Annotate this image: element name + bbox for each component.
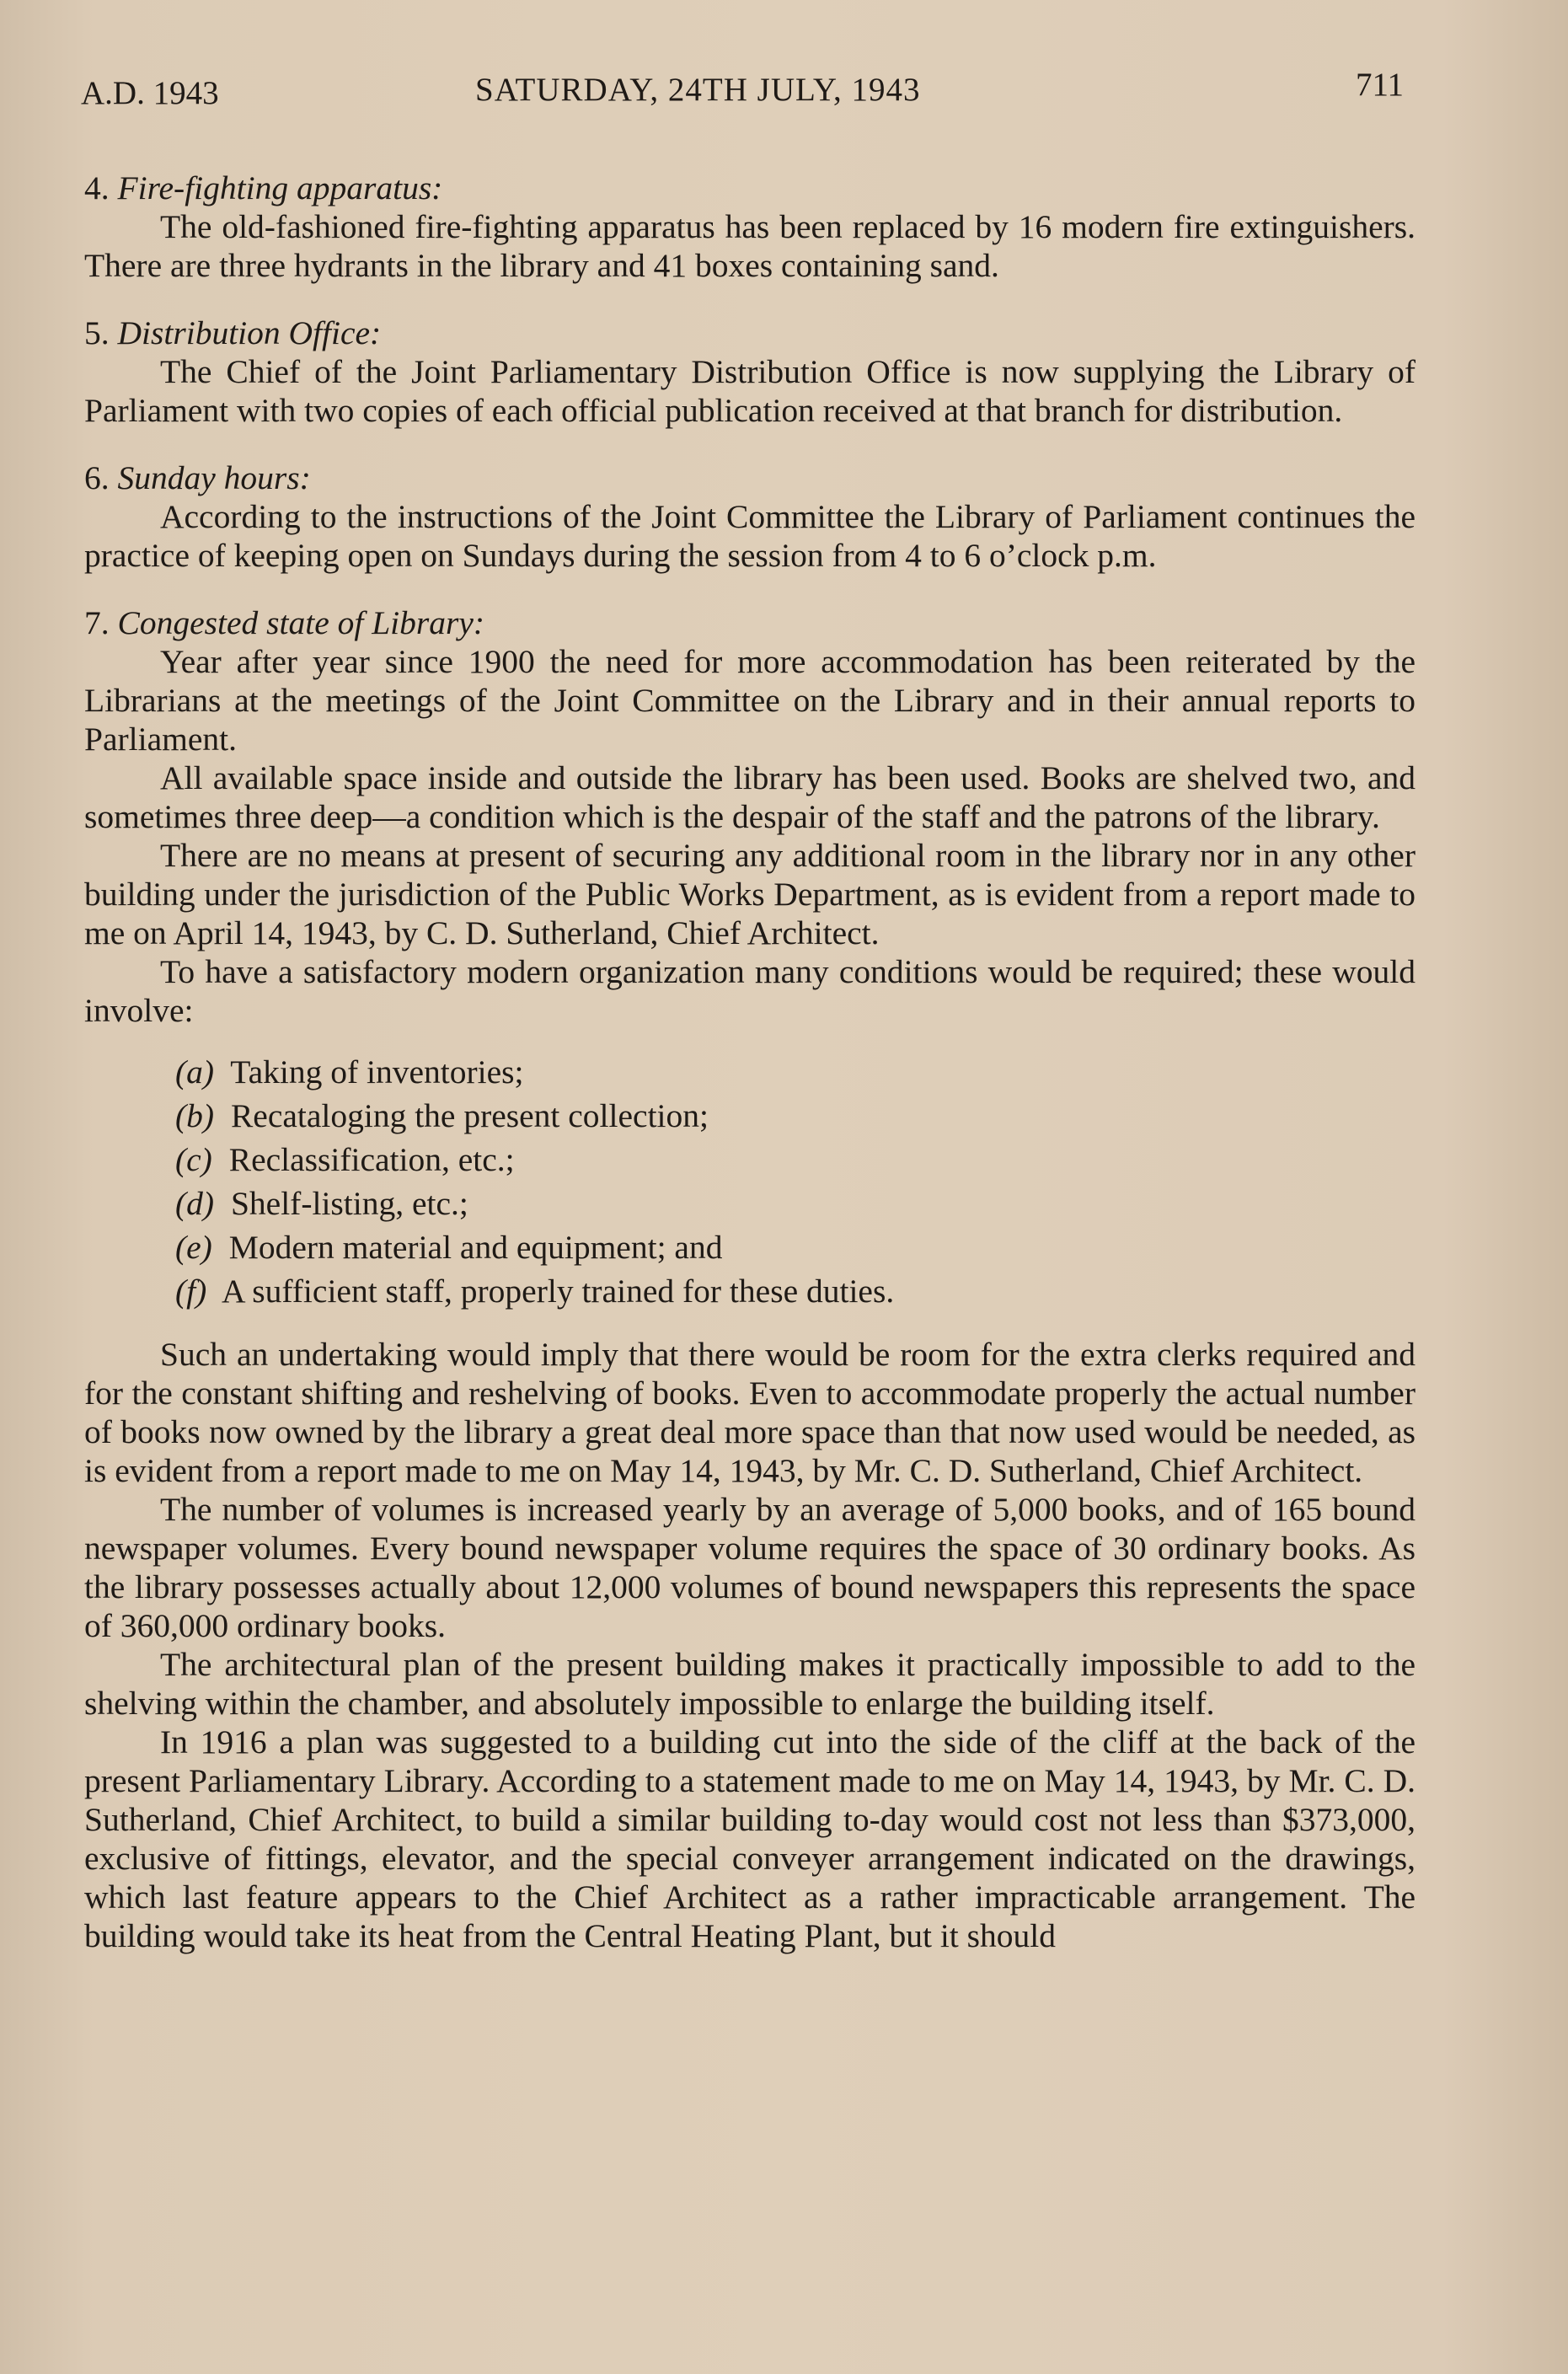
paragraph: Such an undertaking would imply that there would be room for the extra clerks required and for the constant shifting and reshelving of books. Even to accommodate properly the actual number of books now owned by the library a great deal more space than that now used would be needed, as is evident from a report made to me on May 14, 1943, by Mr. C. D. Sutherland, Chief Architect. [84,1336,1415,1489]
list-marker: (d) [175,1185,215,1222]
section-title: Congested state of Library: [117,604,485,641]
section-title: Sunday hours: [117,459,311,496]
header-year: A.D. 1943 [81,75,219,111]
list-text: Shelf-listing, etc.; [230,1185,468,1222]
list-item [175,1094,1415,1138]
list-text: Reclassification, etc.; [228,1141,515,1178]
requirements-list [175,1050,1415,1313]
section-title: Distribution Office: [117,314,382,351]
paragraph: The number of volumes is increased yearly by an average of 5,000 books, and of 165 bound newspaper volumes. Every bound newspaper volume requires the space of 30 ordinary books. As the library possesses actually about 12,000 volumes of bound newspapers this represents the space of 360,000 ordinary books. [84,1491,1415,1644]
list-marker: (a) [175,1053,215,1091]
list-item [175,1050,1415,1094]
list-item [175,1138,1415,1182]
paragraph: The architectural plan of the present building makes it practically impossible to add to the shelving within the chamber, and absolutely impossible to enlarge the building itself. [84,1646,1415,1722]
section-number: 4. [84,169,110,206]
paragraph: To have a satisfactory modern organization many conditions would be required; these would involve: [84,953,1415,1029]
list-marker: (b) [175,1097,215,1134]
list-item [175,1182,1415,1225]
section-number: 6. [84,459,110,496]
list-text: Recataloging the present collection; [230,1097,709,1134]
section-distribution-office [84,313,1415,430]
section-number: 7. [84,604,110,641]
page-body [84,169,1415,1984]
paragraph: According to the instructions of the Joint Committee the Library of Parliament continues the practice of keeping open on Sundays during the session from 4 to 6 o’clock p.m. [84,498,1415,574]
list-item [175,1269,1415,1313]
list-marker: (e) [175,1229,212,1266]
list-text: A sufficient staff, properly trained for these duties. [222,1273,895,1310]
header-date: SATURDAY, 24TH JULY, 1943 [475,72,921,108]
section-congested-state [84,603,1415,1955]
section-heading [84,169,1415,207]
section-heading [84,603,1415,642]
paragraph: In 1916 a plan was suggested to a building cut into the side of the cliff at the back of the present Parliamentary Library. According to a statement made to me on May 14, 1943, by Mr. C. D. Sutherland, Chief Architect, to build a similar building to-day would cost not less than $373,000, exclusive of fittings, elevator, and the special conveyer arrangement indicated on the drawings, which last feature appears to the Chief Architect as a rather impracticable arrangement. The building would take its heat from the Central Heating Plant, but it should [84,1723,1415,1954]
paragraph: There are no means at present of securing any additional room in the library nor in any other building under the jurisdiction of the Public Works Department, as is evident from a report made to me on April 14, 1943, by C. D. Sutherland, Chief Architect. [84,837,1415,951]
section-heading [84,458,1415,497]
section-sunday-hours [84,458,1415,575]
list-text: Taking of inventories; [230,1053,524,1091]
paragraph: The old-fashioned fire-fighting apparatus has been replaced by 16 modern fire extinguishers. There are three hydrants in the library and 41 boxes containing sand. [84,208,1415,284]
list-text: Modern material and equipment; and [228,1229,723,1266]
list-item [175,1225,1415,1269]
page-header [81,66,1404,116]
section-number: 5. [84,314,110,351]
section-fire-fighting [84,169,1415,285]
paragraph: Year after year since 1900 the need for more accommodation has been reiterated by the Librarians at the meetings of the Joint Committee on the Library and in their annual reports to Parliament. [84,643,1415,758]
paragraph: The Chief of the Joint Parliamentary Distribution Office is now supplying the Library of Parliament with two copies of each official publication received at that branch for distribution. [84,353,1415,429]
list-marker: (f) [175,1273,207,1310]
section-title: Fire-fighting apparatus: [117,169,443,206]
section-heading [84,313,1415,352]
page-number: 711 [1355,67,1404,103]
list-marker: (c) [175,1141,212,1178]
paragraph: All available space inside and outside the library has been used. Books are shelved two, and sometimes three deep—a condition which is the despair of the staff and the patrons of the library. [84,759,1415,835]
